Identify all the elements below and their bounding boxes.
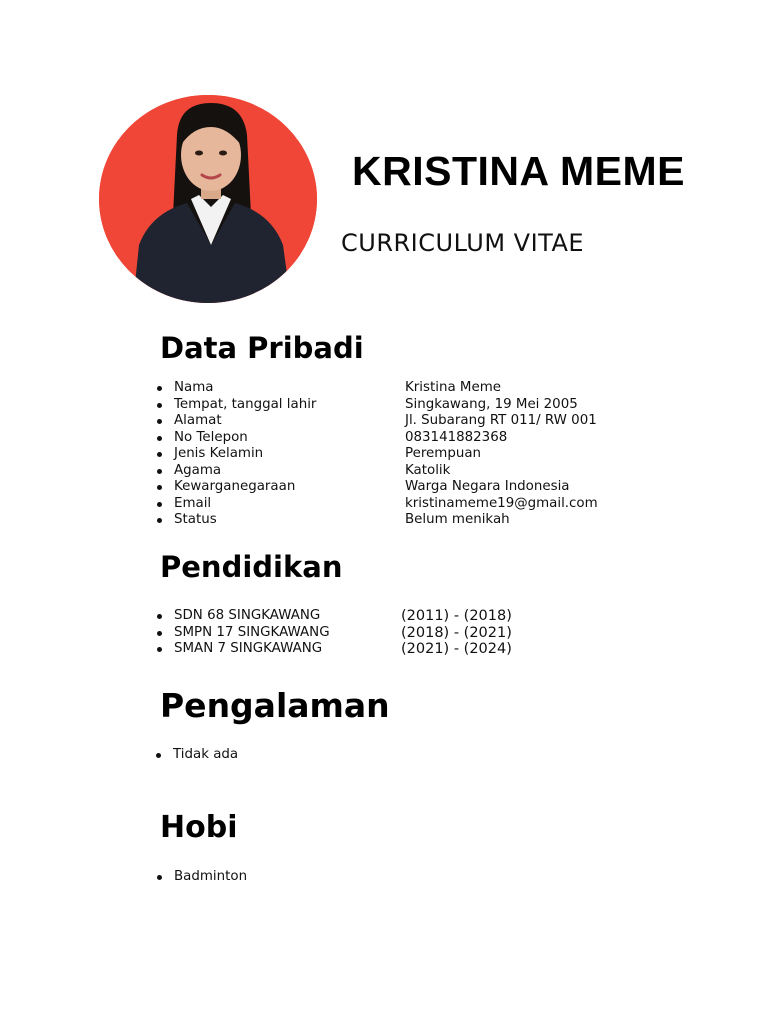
school-years: (2018) - (2021) xyxy=(401,624,512,641)
school-years: (2011) - (2018) xyxy=(401,608,512,624)
value-no-telepon: 083141882368 xyxy=(405,429,508,445)
portrait-illustration xyxy=(99,95,317,303)
label-alamat: Alamat xyxy=(157,413,316,430)
value-status: Belum menikah xyxy=(405,512,510,527)
label-email: Email xyxy=(157,496,316,513)
value-alamat: Jl. Subarang RT 011/ RW 001 xyxy=(405,413,597,428)
hobby-item: Badminton xyxy=(157,869,247,886)
school-item: SMAN 7 SINGKAWANG xyxy=(157,641,330,658)
personal-data-labels xyxy=(157,380,316,529)
section-title-data-pribadi: Data Pribadi xyxy=(160,331,364,365)
experience-item: Tidak ada xyxy=(156,747,238,764)
label-jenis-kelamin: Jenis Kelamin xyxy=(157,446,316,463)
section-title-hobi: Hobi xyxy=(160,810,238,845)
value-nama: Kristina Meme xyxy=(405,380,501,395)
hobby-list xyxy=(157,869,247,886)
person-name: KRISTINA MEME xyxy=(352,148,685,194)
label-tempat-tanggal-lahir: Tempat, tanggal lahir xyxy=(157,397,316,414)
label-kewarganegaraan: Kewarganegaraan xyxy=(157,479,316,496)
value-jenis-kelamin: Perempuan xyxy=(405,446,482,461)
personal-data-values xyxy=(405,380,598,529)
section-title-pengalaman: Pengalaman xyxy=(160,686,390,725)
profile-photo xyxy=(99,95,317,303)
school-item: SMPN 17 SINGKAWANG xyxy=(157,625,330,642)
value-agama: Katolik xyxy=(405,462,451,478)
value-email: kristinameme19@gmail.com xyxy=(405,495,598,511)
label-no-telepon: No Telepon xyxy=(157,430,316,447)
school-item: SDN 68 SINGKAWANG xyxy=(157,608,330,625)
document-subtitle: CURRICULUM VITAE xyxy=(341,229,585,257)
value-kewarganegaraan: Warga Negara Indonesia xyxy=(405,479,570,494)
label-status: Status xyxy=(157,512,316,529)
section-title-pendidikan: Pendidikan xyxy=(160,550,343,584)
value-tempat-tanggal-lahir: Singkawang, 19 Mei 2005 xyxy=(405,396,578,412)
education-schools xyxy=(157,608,330,658)
experience-list xyxy=(156,747,238,764)
education-years xyxy=(401,608,512,658)
label-nama: Nama xyxy=(157,380,316,397)
school-years: (2021) - (2024) xyxy=(401,641,512,657)
label-agama: Agama xyxy=(157,463,316,480)
